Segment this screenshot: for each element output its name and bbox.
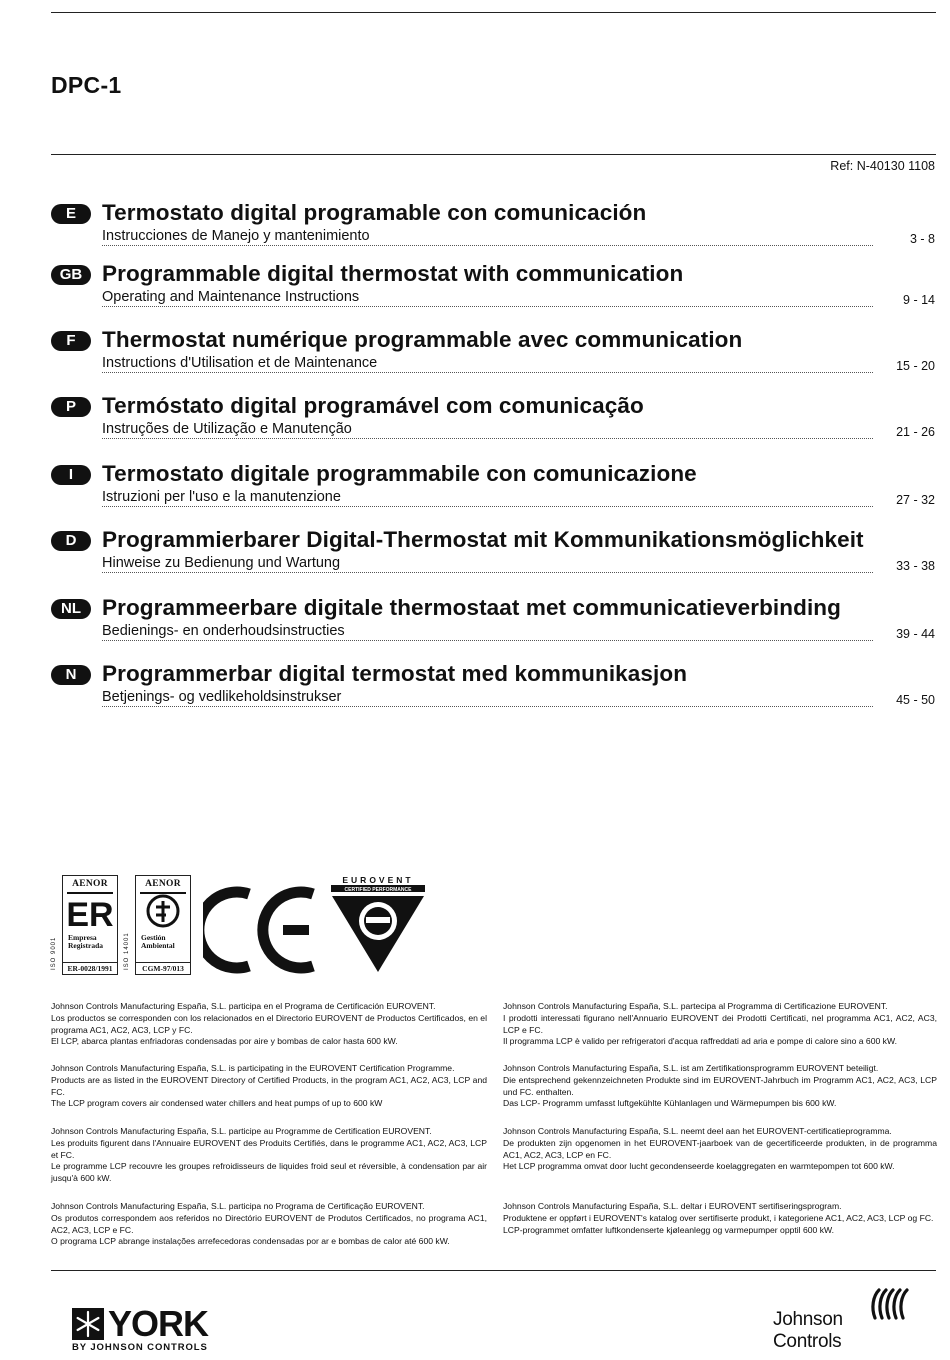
cert-paragraph: Johnson Controls Manufacturing España, S.L. ist am Zertifikationsprogramm EUROVENT beteiligt. [503,1063,879,1073]
cert-paragraph: Johnson Controls Manufacturing España, S.L. neemt deel aan het EUROVENT-certificatieprogramma. [503,1126,892,1136]
language-badge: I [51,465,91,485]
toc-entry-gb [51,261,935,313]
ce-mark-icon [203,886,325,974]
page-range: 9 - 14 [903,293,935,307]
page-range: 33 - 38 [896,559,935,573]
eurovent-logo [330,874,426,974]
cert-paragraph: Johnson Controls Manufacturing España, S.L. participa en el Programa de Certificación EUROVENT. [51,1001,436,1011]
toc-title: Thermostat numérique programmable avec communication [102,327,743,352]
aenor-er-logo [62,875,118,975]
iso-14001-label: ISO 14001 [124,932,130,970]
cert-paragraph: Los productos se corresponden con los relacionados en el Directorio EUROVENT de Productos Certificados, en el programa AC1, AC2, AC3, LCP y FC. [51,1012,487,1035]
language-badge: E [51,204,91,224]
toc-subtitle: Instruções de Utilização e Manutenção [102,421,352,437]
toc-title: Termostato digital programable con comunicación [102,200,647,225]
toc-entry-p [51,393,935,445]
cert-paragraph: Products are as listed in the EUROVENT Directory of Certified Products, in the program AC1, AC2, AC3, LCP and FC. [51,1074,487,1097]
page-range: 27 - 32 [896,493,935,507]
iso-9001-label: ISO 9001 [51,936,57,970]
cert-paragraph: Das LCP- Programm umfasst luftgekühlte Kühlanlagen und Wärmepumpen bis 600 kW. [503,1098,837,1109]
leaf-mark-icon [136,889,190,929]
cert-paragraph: Os produtos correspondem aos referidos no Directório EUROVENT de Produtos Certificados, no programa AC1, AC2, AC3, LCP e FC. [51,1212,487,1235]
toc-subtitle: Betjenings- og vedlikeholdsinstrukser [102,689,342,705]
cert-paragraph: The LCP program covers air condensed water chillers and heat pumps of up to 600 kW [51,1098,383,1109]
cert-paragraph: Johnson Controls Manufacturing España, S.L. deltar i EUROVENT sertifiseringsprogram. [503,1201,842,1211]
cert-paragraph: Le programme LCP recouvre les groupes refroidisseurs de liquides froid seul et réversible, à condensation par air jusqu'à 600 kW. [51,1161,487,1184]
jc-line1: Johnson [773,1309,843,1330]
cert-block-es [51,1001,487,1048]
cert-paragraph: De produkten zijn opgenomen in het EUROVENT-jaarboek van de gecertificeerde produkten, in de programma AC1, AC2, AC3, LCP en FC. [503,1137,937,1160]
snowflake-icon [72,1308,104,1340]
johnson-controls-logo [773,1306,923,1356]
certification-text-right [503,1001,937,1263]
cert-paragraph: Il programma LCP è valido per refrigeratori d'acqua raffreddati ad aria e pompe di calore sino a 600 kW. [503,1036,897,1047]
toc-title: Programmable digital thermostat with communication [102,261,684,286]
language-badge: N [51,665,91,685]
cert-paragraph: Johnson Controls Manufacturing España, S.L. participa no Programa de Certificação EUROVENT. [51,1201,425,1211]
svg-text:ER: ER [66,896,114,929]
aenor-line2: Registrada [68,941,103,950]
footer-rule [51,1270,936,1271]
cert-block-nl [503,1126,937,1173]
aenor-code: ER-0028/1991 [63,962,117,974]
cert-paragraph: Johnson Controls Manufacturing España, S.L. is participating in the EUROVENT Certification Programme. [51,1063,455,1073]
language-badge: NL [51,599,91,619]
cert-block-pt [51,1201,487,1248]
toc-entry-n [51,661,935,713]
aenor-line2: Ambiental [141,941,175,950]
cert-paragraph: Het LCP programma omvat door lucht gecondenseerde koelaggregaten en warmtepompen tot 600 kW. [503,1161,895,1172]
certification-logos [51,872,431,977]
toc-subtitle: Hinweise zu Bedienung und Wartung [102,555,341,571]
language-badge: F [51,331,91,351]
page-range: 21 - 26 [896,425,935,439]
page-range: 39 - 44 [896,627,935,641]
cert-block-fr [51,1126,487,1185]
aenor-brand: AENOR [145,879,181,889]
page-range: 15 - 20 [896,359,935,373]
toc-subtitle: Istruzioni per l'uso e la manutenzione [102,489,341,505]
aenor-line1: Empresa [68,933,97,942]
eurovent-name: EUROVENT [342,875,414,885]
toc-title: Termóstato digital programável com comunicação [102,393,644,418]
page-range: 45 - 50 [896,693,935,707]
eurovent-tagline: CERTIFIED PERFORMANCE [344,886,412,893]
language-badge: D [51,531,91,551]
cert-paragraph: Produktene er oppført i EUROVENT's katalog over sertifiserte produkt, i kategoriene AC1, AC2, AC3, LCP og FC. [503,1212,934,1223]
er-mark-icon [63,889,117,929]
toc-subtitle: Instructions d'Utilisation et de Maintenance [102,355,378,371]
toc-title: Programmerbar digital termostat med kommunikasjon [102,661,688,686]
jc-wordmark [773,1309,843,1353]
cert-paragraph: Johnson Controls Manufacturing España, S.L. participe au Programme de Certification EUROVENT. [51,1126,432,1136]
york-wordmark: YORK [108,1303,209,1344]
cert-paragraph: El LCP, abarca plantas enfriadoras condensadas por aire y bombas de calor hasta 600 kW. [51,1036,398,1047]
model-title: DPC-1 [51,72,122,98]
toc-entry-f [51,327,935,379]
jc-line2: Controls [773,1331,842,1352]
toc-entry-nl [51,595,935,647]
toc-entry-d [51,527,935,579]
page-range: 3 - 8 [909,232,935,246]
cert-block-no [503,1201,937,1236]
cert-paragraph: Les produits figurent dans l'Annuaire EUROVENT des Produits Certifiés, dans le programme AC1, AC2, AC3, LCP et FC. [51,1137,487,1160]
toc-subtitle: Bedienings- en onderhoudsinstructies [102,623,345,639]
cert-paragraph: LCP-programmet omfatter luftkondenserte kjøleanlegg og varmepumper opptil 600 kW. [503,1224,835,1235]
toc-title: Programmeerbare digitale thermostaat met communicatieverbinding [102,595,841,620]
top-rule [51,12,936,13]
language-badge: P [51,397,91,417]
aenor-line1: Gestión [141,933,166,942]
cert-paragraph: Die entsprechend gekennzeichneten Produkte sind im EUROVENT-Jahrbuch im Programm AC1, AC2, AC3, LCP und FC. enthalten. [503,1074,937,1097]
aenor-brand: AENOR [72,879,108,889]
toc-entry-i [51,461,935,513]
header-rule [51,154,936,155]
cert-block-it [503,1001,937,1048]
toc-title: Programmierbarer Digital-Thermostat mit Kommunikationsmöglichkeit [102,527,864,552]
language-badge: GB [51,265,91,285]
cert-paragraph: Johnson Controls Manufacturing España, S.L. partecipa al Programma di Certificazione EUROVENT. [503,1001,888,1011]
aenor-gestion-logo [135,875,191,975]
cert-block-en [51,1063,487,1110]
aenor-code: CGM-97/013 [136,962,190,974]
toc-entry-e [51,200,935,252]
certification-text-left [51,1001,487,1263]
cert-block-de [503,1063,937,1110]
reference-number: Ref: N-40130 1108 [830,159,935,173]
toc-title: Termostato digitale programmabile con comunicazione [102,461,697,486]
jc-emblem-icon [869,1284,915,1324]
toc-subtitle: Instrucciones de Manejo y mantenimiento [102,228,370,244]
cert-paragraph: O programa LCP abrange instalações arrefecedoras condensadas por ar e bombas de calor até 600 kW. [51,1236,450,1247]
york-tagline: BY JOHNSON CONTROLS [72,1342,208,1353]
toc-subtitle: Operating and Maintenance Instructions [102,289,360,305]
cert-paragraph: I prodotti interessati figurano nell'Annuario EUROVENT dei Prodotti Certificati, nel programma AC1, AC2, AC3, LCP e FC. [503,1012,937,1035]
